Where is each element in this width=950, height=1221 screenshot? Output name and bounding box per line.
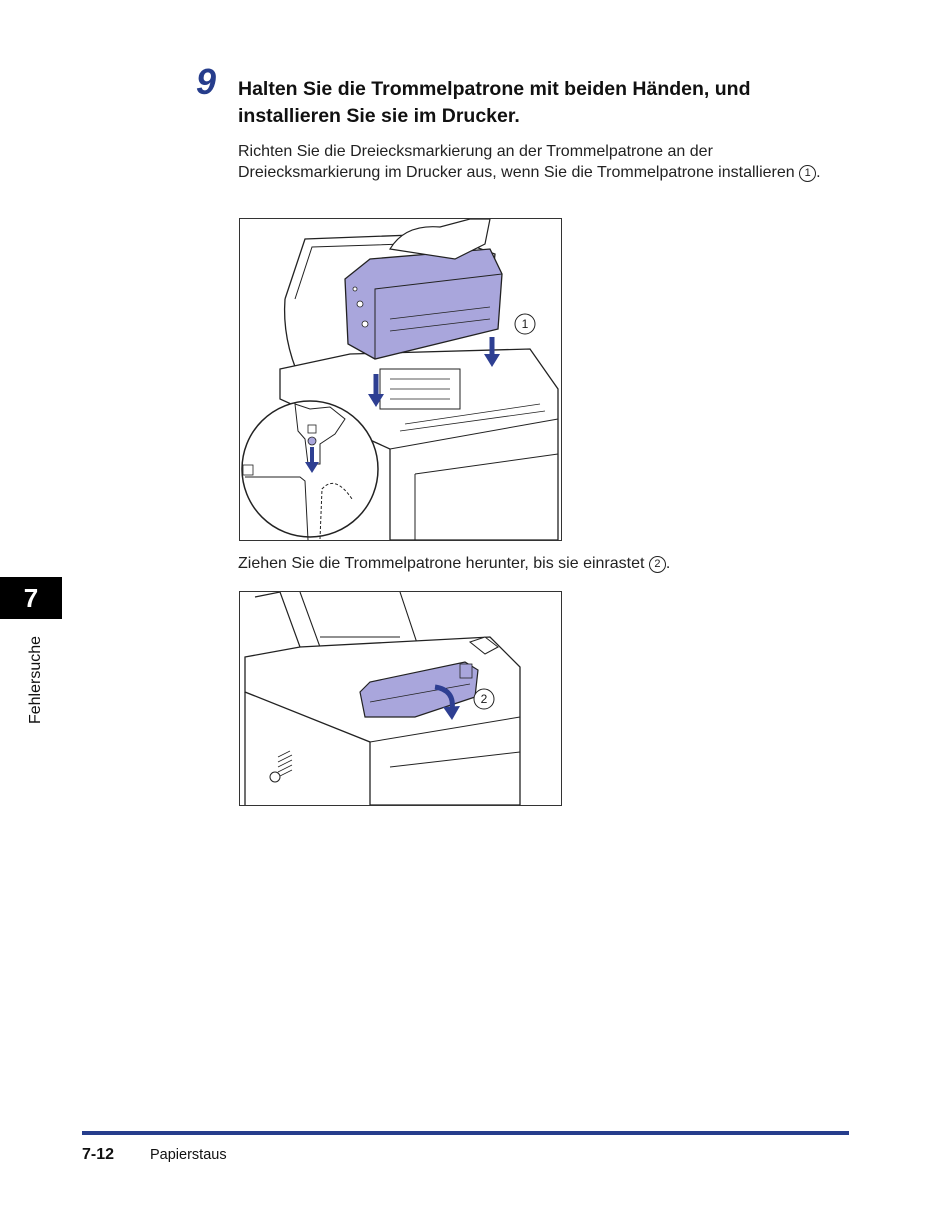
paragraph-1-end: .	[816, 164, 821, 181]
printer-illustration-1	[240, 219, 561, 540]
footer-rule	[82, 1131, 849, 1135]
figure-install-cartridge	[239, 218, 562, 541]
instruction-paragraph-2	[238, 553, 838, 574]
figure-2-callout: 2	[480, 692, 488, 706]
paragraph-2-end: .	[665, 555, 671, 572]
chapter-label: Fehlersuche	[27, 635, 44, 725]
section-name: Papierstaus	[150, 1147, 227, 1163]
instruction-paragraph-1	[238, 141, 838, 183]
step-number: 9	[196, 61, 217, 102]
chapter-tab: 7	[0, 577, 62, 619]
step-heading: Halten Sie die Trommelpatrone mit beiden Händen, und installieren Sie sie im Drucker.	[238, 78, 751, 127]
page-number: 7-12	[82, 1146, 115, 1163]
step-marker-2: 2	[649, 556, 666, 573]
paragraph-1-text: Richten Sie die Dreiecksmarkierung an der Trommelpatrone an der Dreiecksmarkierung im Drucker aus, wenn Sie die Trommelpatrone installieren	[238, 143, 795, 181]
figure-push-down-cartridge	[239, 591, 562, 806]
figure-1-callout: 1	[521, 317, 529, 331]
paragraph-2-text: Ziehen Sie die Trommelpatrone herunter, bis sie einrastet	[238, 555, 645, 572]
step-marker-1: 1	[799, 165, 816, 182]
printer-illustration-2	[240, 592, 561, 805]
